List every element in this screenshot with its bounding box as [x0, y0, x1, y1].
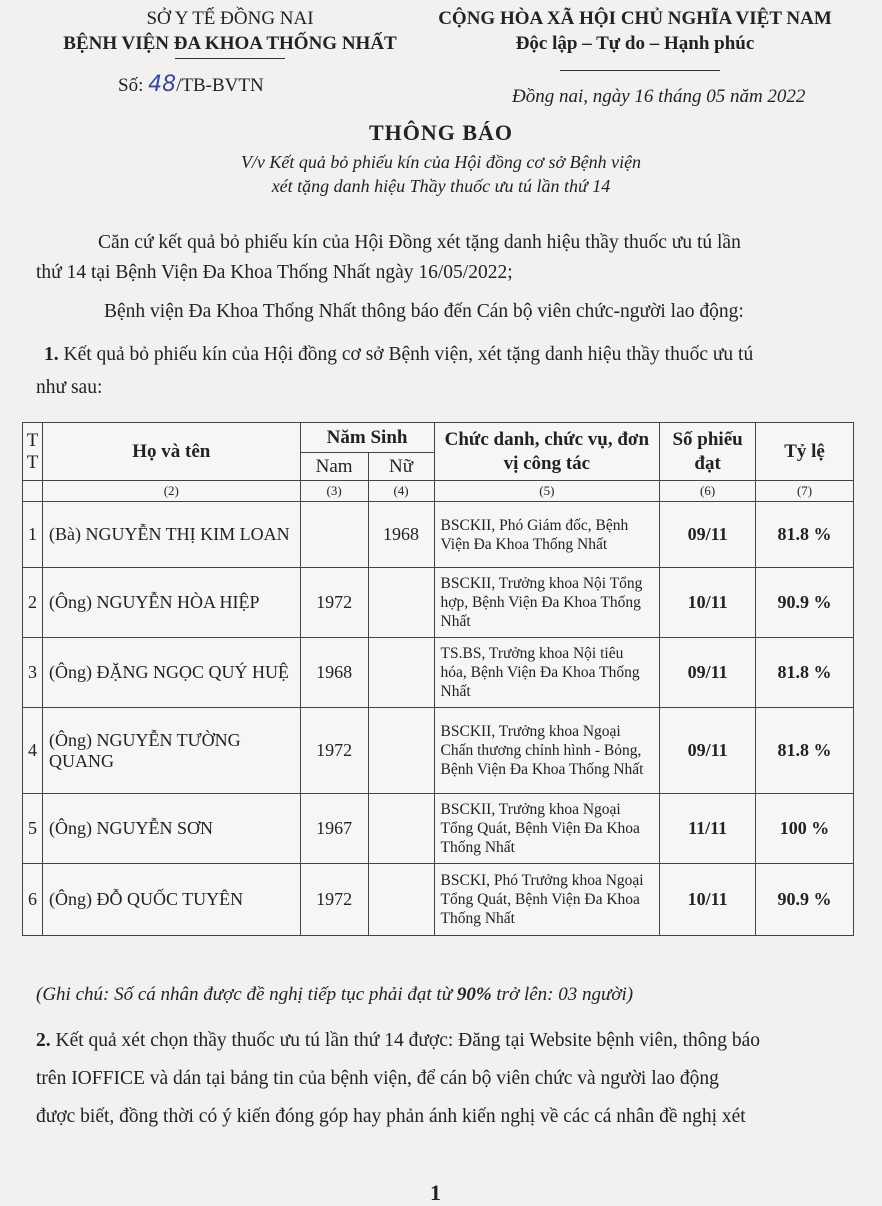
- row-votes: 11/11: [660, 794, 756, 864]
- row-female-year: [368, 708, 434, 794]
- table-row: [23, 502, 854, 568]
- row-rate: 90.9 %: [756, 864, 854, 936]
- row-index: 1: [23, 502, 43, 568]
- row-votes: 09/11: [660, 502, 756, 568]
- document-date: Đồng nai, ngày 16 tháng 05 năm 2022: [512, 86, 806, 107]
- subtitle-line1: V/v Kết quả bỏ phiếu kín của Hội đồng cơ sở Bệnh viện: [240, 152, 642, 172]
- row-female-year: [368, 864, 434, 936]
- row-name: (Ông) ĐỖ QUỐC TUYÊN: [42, 864, 300, 936]
- header-left-underline: [175, 58, 285, 59]
- row-rate: 81.8 %: [756, 502, 854, 568]
- row-votes: 09/11: [660, 638, 756, 708]
- header-male: Nam: [300, 453, 368, 481]
- row-female-year: [368, 794, 434, 864]
- note-prefix: (Ghi chú: Số cá nhân được đề nghị tiếp tục phải đạt từ: [36, 984, 457, 1005]
- col-number: [23, 481, 43, 502]
- section-2-text: Kết quả xét chọn thầy thuốc ưu tú lần thứ 14 được: Đăng tại Website bệnh viên, thông báo: [55, 1030, 761, 1051]
- row-name: (Ông) ĐẶNG NGỌC QUÝ HUỆ: [42, 638, 300, 708]
- row-index: 5: [23, 794, 43, 864]
- header-tt: T T: [23, 423, 43, 481]
- header-left: [40, 6, 420, 56]
- row-index: 3: [23, 638, 43, 708]
- row-rate: 100 %: [756, 794, 854, 864]
- row-name: (Bà) NGUYỄN THỊ KIM LOAN: [42, 502, 300, 568]
- row-position: BSCKI, Phó Trưởng khoa Ngoại Tổng Quát, Bệnh Viện Đa Khoa Thống Nhất: [434, 864, 660, 936]
- table-row: [23, 794, 854, 864]
- header-right: [420, 6, 850, 56]
- header-votes: Số phiếu đạt: [660, 423, 756, 481]
- col-number: (2): [42, 481, 300, 502]
- row-votes: 09/11: [660, 708, 756, 794]
- paragraph-1-line2: thứ 14 tại Bệnh Viện Đa Khoa Thống Nhất ngày 16/05/2022;: [36, 262, 513, 283]
- paragraph-2: Bệnh viện Đa Khoa Thống Nhất thông báo đến Cán bộ viên chức-người lao động:: [104, 301, 744, 322]
- row-position: BSCKII, Trưởng khoa Nội Tổng hợp, Bệnh Viện Đa Khoa Thống Nhất: [434, 568, 660, 638]
- header-position: Chức danh, chức vụ, đơn vị công tác: [434, 423, 660, 481]
- results-table: [22, 422, 854, 936]
- header-female: Nữ: [368, 453, 434, 481]
- col-number: (5): [434, 481, 660, 502]
- row-male-year: 1972: [300, 864, 368, 936]
- row-rate: 81.8 %: [756, 708, 854, 794]
- subtitle-line2: xét tặng danh hiệu Thầy thuốc ưu tú lần thứ 14: [271, 176, 611, 196]
- paragraph-3-line2: như sau:: [36, 377, 103, 398]
- country-name: CỘNG HÒA XÃ HỘI CHỦ NGHĨA VIỆT NAM: [438, 8, 832, 29]
- row-index: 4: [23, 708, 43, 794]
- col-number: (7): [756, 481, 854, 502]
- table-row: [23, 638, 854, 708]
- row-votes: 10/11: [660, 864, 756, 936]
- header-right-underline: [560, 70, 720, 71]
- section-1-text: Kết quả bỏ phiếu kín của Hội đồng cơ sở Bệnh viện, xét tặng danh hiệu thầy thuốc ưu tú: [63, 344, 754, 365]
- col-number: (3): [300, 481, 368, 502]
- note-threshold: 90%: [456, 984, 492, 1005]
- table-row: [23, 568, 854, 638]
- col-number: (4): [368, 481, 434, 502]
- document-title: THÔNG BÁO: [368, 120, 514, 145]
- row-male-year: 1967: [300, 794, 368, 864]
- agency-name: SỞ Y TẾ ĐỒNG NAI: [146, 8, 314, 29]
- row-female-year: [368, 568, 434, 638]
- section-2-line2: trên IOFFICE và dán tại bảng tin của bệnh viện, để cán bộ viên chức và người lao động: [36, 1068, 719, 1089]
- section-2-number: 2.: [36, 1030, 51, 1051]
- row-rate: 81.8 %: [756, 638, 854, 708]
- document-number: [118, 72, 264, 97]
- row-name: (Ông) NGUYỄN SƠN: [42, 794, 300, 864]
- table-row: [23, 708, 854, 794]
- section-1-number: 1.: [44, 344, 59, 365]
- motto: Độc lập – Tự do – Hạnh phúc: [515, 33, 755, 54]
- row-female-year: 1968: [368, 502, 434, 568]
- row-female-year: [368, 638, 434, 708]
- row-male-year: [300, 502, 368, 568]
- page-number: 1: [430, 1180, 441, 1205]
- paragraph-3-line1: [44, 344, 753, 366]
- section-2-line3: được biết, đồng thời có ý kiến đóng góp hay phản ánh kiến nghị về các cá nhân đề nghị xét: [36, 1106, 746, 1127]
- row-male-year: 1972: [300, 568, 368, 638]
- row-male-year: 1968: [300, 638, 368, 708]
- hospital-name: BỆNH VIỆN ĐA KHOA THỐNG NHẤT: [63, 33, 397, 54]
- row-position: TS.BS, Trưởng khoa Nội tiêu hóa, Bệnh Viện Đa Khoa Thống Nhất: [434, 638, 660, 708]
- col-number: (6): [660, 481, 756, 502]
- row-position: BSCKII, Phó Giám đốc, Bệnh Viện Đa Khoa Thống Nhất: [434, 502, 660, 568]
- paragraph-1-line1: Căn cứ kết quả bỏ phiếu kín của Hội Đồng xét tặng danh hiệu thầy thuốc ưu tú lần: [98, 232, 741, 253]
- row-votes: 10/11: [660, 568, 756, 638]
- header-rate: Tỷ lệ: [756, 423, 854, 481]
- row-index: 6: [23, 864, 43, 936]
- so-number-handwritten: 48: [148, 72, 177, 97]
- row-index: 2: [23, 568, 43, 638]
- row-name: (Ông) NGUYỄN HÒA HIỆP: [42, 568, 300, 638]
- row-name: (Ông) NGUYỄN TƯỜNG QUANG: [42, 708, 300, 794]
- so-suffix: /TB-BVTN: [176, 75, 264, 96]
- table-row: [23, 864, 854, 936]
- header-birth-year: Năm Sinh: [300, 423, 434, 453]
- row-position: BSCKII, Trưởng khoa Ngoại Tổng Quát, Bệnh Viện Đa Khoa Thống Nhất: [434, 794, 660, 864]
- table-note: [36, 984, 633, 1006]
- row-male-year: 1972: [300, 708, 368, 794]
- header-name: Họ và tên: [42, 423, 300, 481]
- row-position: BSCKII, Trưởng khoa Ngoại Chấn thương chỉnh hình - Bỏng, Bệnh Viện Đa Khoa Thống Nhất: [434, 708, 660, 794]
- note-suffix: trở lên: 03 người): [491, 984, 634, 1005]
- so-label: Số:: [118, 75, 144, 96]
- section-2-line1: [36, 1030, 760, 1052]
- row-rate: 90.9 %: [756, 568, 854, 638]
